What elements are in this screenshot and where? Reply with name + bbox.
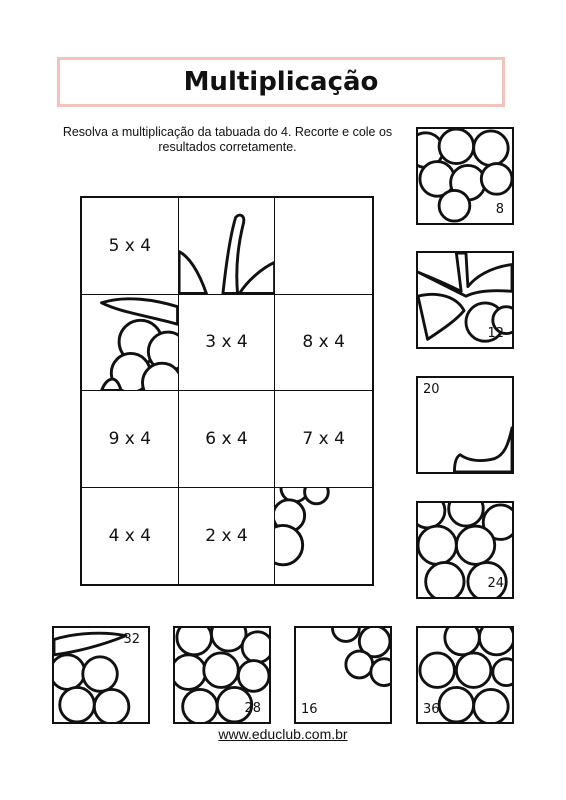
grid-cell bbox=[275, 391, 372, 488]
title-box bbox=[57, 57, 505, 107]
piece-number: 24 bbox=[487, 576, 504, 591]
grid-cell bbox=[82, 198, 179, 295]
grapes-drawing bbox=[275, 488, 372, 585]
multiplication-expression: 5 x 4 bbox=[108, 235, 152, 256]
puzzle-piece[interactable] bbox=[416, 626, 514, 724]
page-title: Multiplicação bbox=[183, 67, 379, 97]
footer-link[interactable]: www.educlub.com.br bbox=[218, 726, 348, 742]
puzzle-piece[interactable] bbox=[173, 626, 271, 724]
piece-number: 20 bbox=[423, 382, 440, 397]
grid-cell bbox=[275, 295, 372, 392]
piece-number: 28 bbox=[244, 701, 261, 716]
multiplication-expression: 4 x 4 bbox=[108, 525, 152, 546]
grid-cell bbox=[179, 488, 276, 585]
piece-number: 32 bbox=[123, 632, 140, 647]
puzzle-piece[interactable] bbox=[416, 251, 514, 349]
puzzle-piece[interactable] bbox=[416, 376, 514, 474]
grid-cell bbox=[179, 391, 276, 488]
multiplication-expression: 6 x 4 bbox=[205, 428, 248, 449]
grid-cell bbox=[82, 488, 179, 585]
multiplication-expression: 2 x 4 bbox=[205, 525, 248, 546]
puzzle-piece[interactable] bbox=[52, 626, 150, 724]
piece-number: 16 bbox=[301, 702, 318, 717]
puzzle-piece[interactable] bbox=[416, 127, 514, 225]
leaf-stem-drawing bbox=[179, 198, 275, 294]
puzzle-piece[interactable] bbox=[416, 501, 514, 599]
piece-number: 36 bbox=[423, 702, 440, 717]
grid-cell-empty bbox=[275, 198, 372, 295]
multiplication-expression: 3 x 4 bbox=[205, 332, 248, 353]
instructions-text: Resolva a multiplicação da tabuada do 4. Recorte e cole os resultados corretamente. bbox=[62, 125, 393, 154]
grid-cell bbox=[179, 295, 276, 392]
puzzle-grid bbox=[80, 196, 374, 586]
piece-number: 12 bbox=[487, 326, 504, 341]
grid-cell-image bbox=[82, 295, 179, 392]
piece-number: 8 bbox=[495, 202, 504, 217]
multiplication-expression: 8 x 4 bbox=[302, 332, 345, 353]
grid-cell-image bbox=[275, 488, 372, 585]
grid-cell bbox=[82, 391, 179, 488]
puzzle-piece[interactable] bbox=[294, 626, 392, 724]
grid-cell-image bbox=[179, 198, 276, 295]
multiplication-expression: 9 x 4 bbox=[108, 428, 152, 449]
multiplication-expression: 7 x 4 bbox=[302, 428, 345, 449]
grapes-drawing bbox=[82, 295, 178, 391]
